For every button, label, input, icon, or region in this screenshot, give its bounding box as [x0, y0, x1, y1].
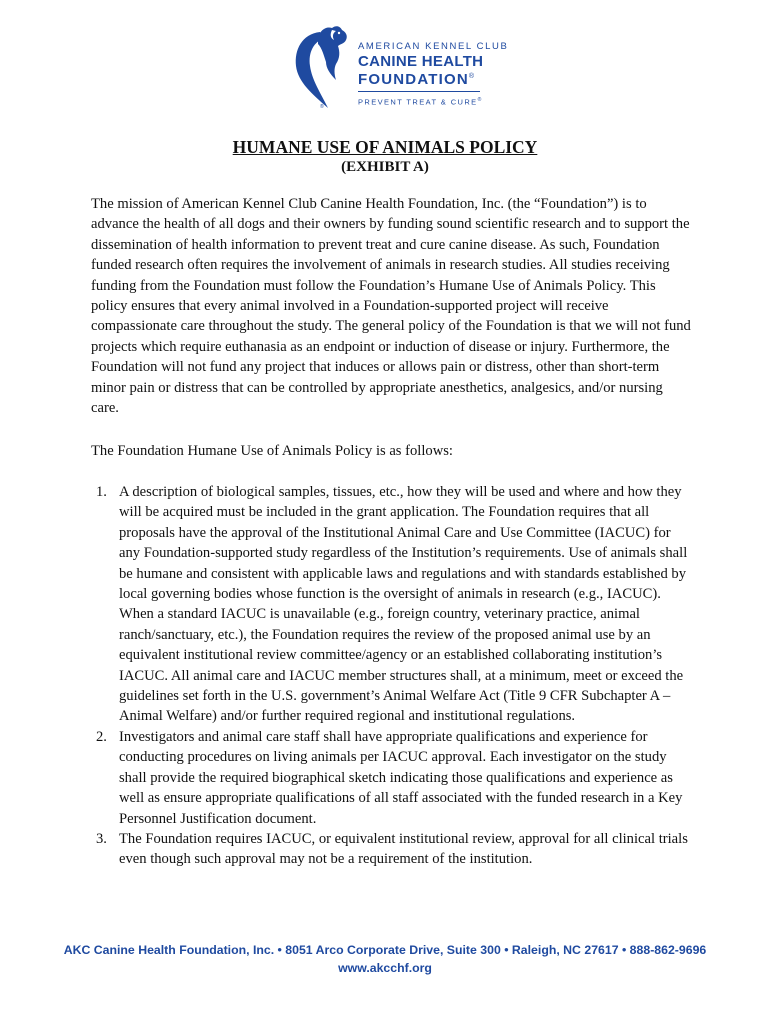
logo-foundation-text: FOUNDATION: [358, 71, 469, 88]
logo-canine-health: CANINE HEALTH: [358, 53, 484, 70]
policy-list: [91, 482, 691, 870]
mission-paragraph: The mission of American Kennel Club Canine Health Foundation, Inc. (the “Foundation”) is to advance the health of all dogs and their owners by funding sound scientific research and to support the dissemination of health information to prevent treat and cure canine disease. As such, Foundation funded research often requires the involvement of animals in research studies. All studies receiving funding from the Foundation must follow the Foundation’s Humane Use of Animals Policy. This policy ensures that every animal involved in a Foundation-supported project will receive compassionate care throughout the study. The general policy of the Foundation is that we will not fund projects which require euthanasia as an endpoint or induction of disease or injury. Furthermore, the Foundation will not fund any project that induces or allows pain or distress, other than short-term minor pain or distress that can be controlled by appropriate anesthetics, analgesics, and/or nursing care.: [91, 196, 691, 417]
logo-foundation: [358, 69, 508, 88]
akc-chf-logo: [290, 22, 509, 112]
policy-item-text: Investigators and animal care staff shall have appropriate qualifications and experience for conducting procedures on living animals per IACUC approval. Each investigator on the study shall provide the required biographical sketch indicating those qualifications and experience as well as ensure appropriate qualifications of all staff associated with the funded research in a Key Personnel Justification document.: [119, 728, 683, 827]
footer-address: AKC Canine Health Foundation, Inc. • 8051 Arco Corporate Drive, Suite 300 • Raleigh, NC 27617 • 888-862-9696: [63, 943, 707, 957]
logo-divider: [358, 91, 480, 92]
policy-item-text: A description of biological samples, tissues, etc., how they will be used and where and how they will be acquired must be included in the grant application. The Foundation requires that all proposals have the approval of the Institutional Animal Care and Use Committee (IACUC) for any Foundation-supported study regardless of the Institution’s requirements. Use of animals shall be humane and consistent with applicable laws and regulations and with standards established by local governing bodies whose function is the oversight of animals in research (e.g., IACUC). When a standard IACUC is unavailable (e.g., foreign country, veterinary practice, animal ranch/sanctuary, etc.), the Foundation requires the review of the proposed animal use by an equivalent institutional review committee/agency or an established collaborating institution’s IACUC. All animal care and IACUC member structures shall, at a minimum, meet or exceed the guidelines set forth in the U.S. government’s Animal Welfare Act (Title 9 CFR Subchapter A – Animal Welfare) and/or further required regional and institutional regulations.: [119, 484, 688, 725]
policy-item-number: 3.: [96, 830, 107, 847]
policy-item-3: [91, 829, 691, 870]
policy-item-number: 2.: [96, 728, 107, 745]
logo-wordmark: [358, 41, 508, 108]
policy-item-number: 1.: [96, 484, 107, 500]
logo-org-name: AMERICAN KENNEL CLUB: [358, 41, 509, 52]
svg-text:®: ®: [320, 104, 324, 110]
logo-registered-mark: ®: [468, 73, 476, 80]
logo-tagline-mark: ®: [477, 97, 483, 103]
policy-intro: The Foundation Humane Use of Animals Policy is as follows:: [91, 443, 453, 459]
document-subtitle: (EXHIBIT A): [341, 159, 429, 175]
policy-item-2: [91, 727, 691, 829]
dog-heart-logo-icon: [290, 22, 352, 110]
document-title: HUMANE USE OF ANIMALS POLICY: [232, 137, 538, 157]
page-footer: [0, 941, 770, 977]
policy-item-1: [91, 482, 691, 727]
footer-website-link[interactable]: www.akcchf.org: [338, 961, 432, 975]
logo-tagline-text: PREVENT TREAT & CURE: [358, 97, 478, 107]
logo-tagline: [358, 95, 508, 108]
policy-item-text: The Foundation requires IACUC, or equivalent institutional review, approval for all clinical trials even though such approval may not be a requirement of the institution.: [119, 830, 688, 868]
